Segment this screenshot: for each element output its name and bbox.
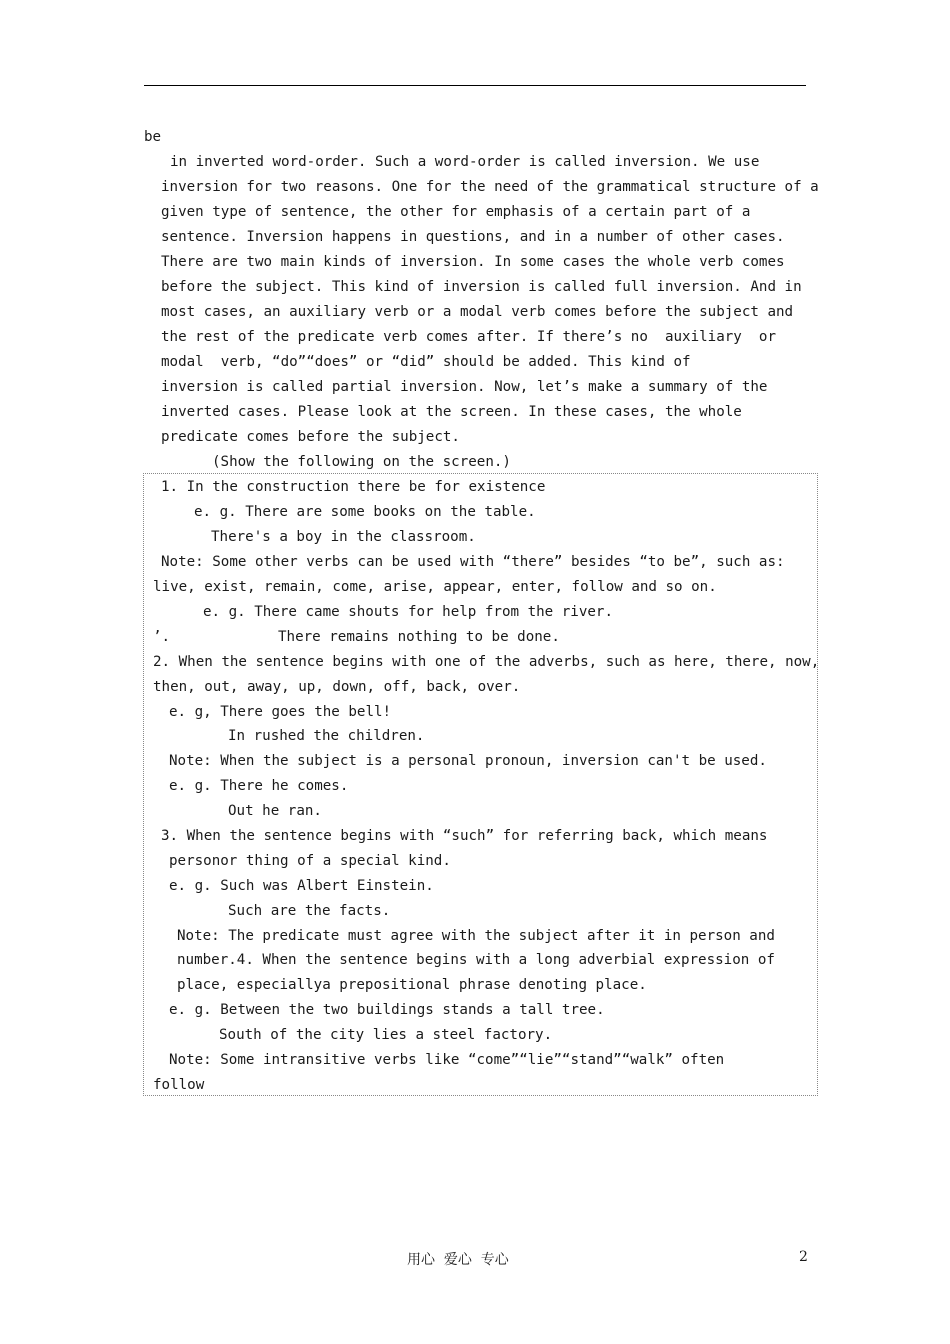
box-line: Out he ran. — [228, 803, 322, 819]
box-line: e. g. There came shouts for help from the river. — [203, 604, 613, 620]
box-line: ’. — [153, 629, 171, 645]
box-line: follow — [153, 1077, 205, 1093]
box-line: e. g. Such was Albert Einstein. — [169, 878, 434, 894]
intro-line: before the subject. This kind of inversion is called full inversion. And in — [161, 279, 802, 295]
box-line: e. g. There are some books on the table. — [194, 504, 536, 520]
box-line: 1. In the construction there be for existence — [161, 479, 546, 495]
intro-line: given type of sentence, the other for emphasis of a certain part of a — [161, 204, 751, 220]
box-line: e. g, There goes the bell! — [169, 704, 392, 720]
header-rule — [144, 85, 806, 86]
intro-line: predicate comes before the subject. — [161, 429, 460, 445]
box-line: Note: When the subject is a personal pronoun, inversion can't be used. — [169, 753, 767, 769]
box-line: e. g. Between the two buildings stands a tall tree. — [169, 1002, 605, 1018]
intro-line: the rest of the predicate verb comes after. If there’s no auxiliary or — [161, 329, 776, 345]
box-line: Note: Some intransitive verbs like “come”“lie”“stand”“walk” often — [169, 1052, 725, 1068]
intro-line: sentence. Inversion happens in questions, and in a number of other cases. — [161, 229, 785, 245]
box-line: In rushed the children. — [228, 728, 425, 744]
intro-line: inversion for two reasons. One for the need of the grammatical structure of a — [161, 179, 819, 195]
intro-line: be — [144, 129, 162, 145]
footer-motto: 用心 爱心 专心 — [407, 1252, 509, 1268]
box-line: place, especiallya prepositional phrase denoting place. — [177, 977, 647, 993]
intro-line: modal verb, “do”“does” or “did” should be added. This kind of — [161, 354, 691, 370]
box-line: e. g. There he comes. — [169, 778, 349, 794]
intro-line: inverted cases. Please look at the screen. In these cases, the whole — [161, 404, 742, 420]
intro-line: (Show the following on the screen.) — [212, 454, 511, 470]
box-line: Note: Some other verbs can be used with “there” besides “to be”, such as: — [161, 554, 785, 570]
intro-line: in inverted word-order. Such a word-order is called inversion. We use — [170, 154, 760, 170]
box-line: Note: The predicate must agree with the subject after it in person and — [177, 928, 775, 944]
intro-line: inversion is called partial inversion. Now, let’s make a summary of the — [161, 379, 768, 395]
box-line: 2. When the sentence begins with one of the adverbs, such as here, there, now, — [153, 654, 820, 670]
box-line: then, out, away, up, down, off, back, over. — [153, 679, 521, 695]
box-line: There remains nothing to be done. — [278, 629, 560, 645]
box-line: Such are the facts. — [228, 903, 391, 919]
page-number: 2 — [799, 1249, 808, 1265]
box-line: live, exist, remain, come, arise, appear, enter, follow and so on. — [153, 579, 717, 595]
box-line: 3. When the sentence begins with “such” for referring back, which means — [161, 828, 768, 844]
intro-line: most cases, an auxiliary verb or a modal verb comes before the subject and — [161, 304, 794, 320]
box-line: There's a boy in the classroom. — [211, 529, 476, 545]
box-line: personor thing of a special kind. — [169, 853, 451, 869]
intro-line: There are two main kinds of inversion. In some cases the whole verb comes — [161, 254, 785, 270]
box-line: number.4. When the sentence begins with a long adverbial expression of — [177, 952, 775, 968]
box-line: South of the city lies a steel factory. — [219, 1027, 553, 1043]
